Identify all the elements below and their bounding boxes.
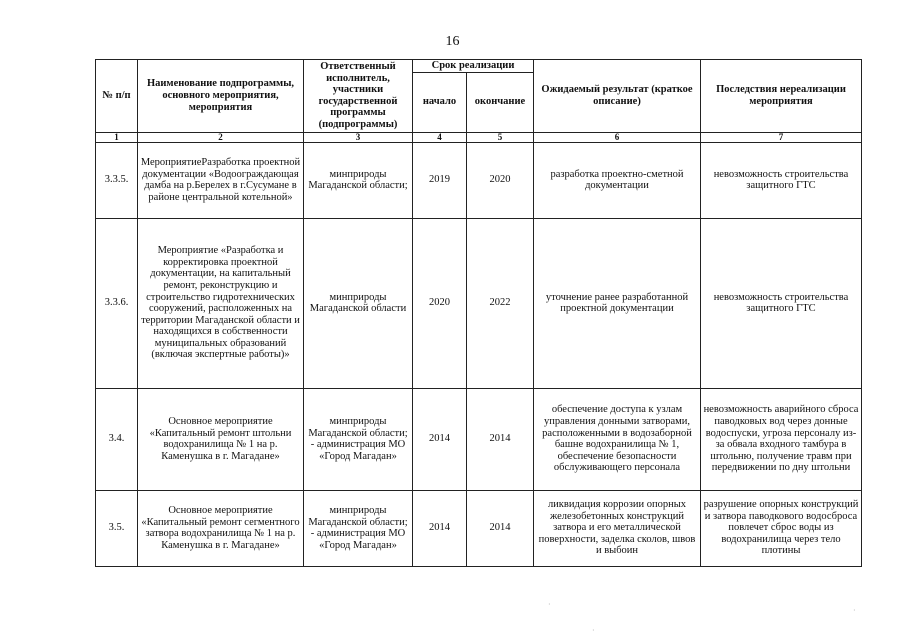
row-end: 2020	[467, 142, 534, 218]
row-end: 2014	[467, 490, 534, 566]
header-responsible: Ответственный исполнитель, участники государственной программы (подпрограммы)	[304, 60, 413, 133]
row-consequences: невозможность аварийного сброса паводковых вод через донные водоспуски, угроза персоналу из-за обвала входного тамбура в штольню, получение травм при передвижении по дну штольни	[701, 388, 862, 490]
column-number: 1	[96, 132, 138, 142]
table-row	[96, 142, 862, 218]
row-consequences: разрушение опорных конструкций и затвора паводкового водосброса повлечет сброс воды из водохранилища через тело плотины	[701, 490, 862, 566]
row-responsible: минприроды Магаданской области	[304, 218, 413, 388]
row-num: 3.3.6.	[96, 218, 138, 388]
scan-dot: ·	[592, 626, 595, 635]
row-start: 2014	[413, 490, 467, 566]
column-number: 2	[138, 132, 304, 142]
column-number: 6	[534, 132, 701, 142]
header-end: окончание	[467, 72, 534, 132]
row-consequences: невозможность строительства защитного ГТС	[701, 218, 862, 388]
scan-dot: ·	[853, 606, 856, 615]
header-result: Ожидаемый результат (краткое описание)	[534, 60, 701, 133]
column-number: 7	[701, 132, 862, 142]
column-number: 5	[467, 132, 534, 142]
row-result: уточнение ранее разработанной проектной документации	[534, 218, 701, 388]
row-start: 2020	[413, 218, 467, 388]
column-number: 3	[304, 132, 413, 142]
scan-dot: ·	[548, 600, 551, 609]
header-num: № п/п	[96, 60, 138, 133]
table-row	[96, 490, 862, 566]
row-name: Основное мероприятие «Капитальный ремонт сегментного затвора водохранилища № 1 на р. Каменушка в г. Магадане»	[138, 490, 304, 566]
row-start: 2019	[413, 142, 467, 218]
row-start: 2014	[413, 388, 467, 490]
row-name: Основное мероприятие «Капитальный ремонт штольни водохранилища № 1 на р. Каменушка в г. Магадане»	[138, 388, 304, 490]
row-responsible: минприроды Магаданской области;	[304, 142, 413, 218]
table-row	[96, 388, 862, 490]
row-result: ликвидация коррозии опорных железобетонных конструкций затвора и его металлической поверхности, заделка сколов, швов и выбоин	[534, 490, 701, 566]
header-period: Срок реализации	[413, 60, 534, 73]
row-num: 3.5.	[96, 490, 138, 566]
header-name: Наименование подпрограммы, основного мероприятия, мероприятия	[138, 60, 304, 133]
row-name: МероприятиеРазработка проектной документации «Водоограждающая дамба на р.Берелех в г.Сусумане в районе центральной котельной»	[138, 142, 304, 218]
row-responsible: минприроды Магаданской области; - администрация МО «Город Магадан»	[304, 490, 413, 566]
row-result: разработка проектно-сметной документации	[534, 142, 701, 218]
row-name: Мероприятие «Разработка и корректировка проектной документации, на капитальный ремонт, реконструкцию и строительство гидротехнических сооружений, расположенных на территории Магаданской области и находящихся в собственности муниципальных образований (включая экспертные работы)»	[138, 218, 304, 388]
page-number: 16	[445, 34, 460, 49]
row-end: 2014	[467, 388, 534, 490]
column-number-row	[96, 132, 862, 142]
row-responsible: минприроды Магаданской области; - администрация МО «Город Магадан»	[304, 388, 413, 490]
row-num: 3.4.	[96, 388, 138, 490]
header-start: начало	[413, 72, 467, 132]
column-number: 4	[413, 132, 467, 142]
header-row	[96, 60, 862, 73]
row-consequences: невозможность строительства защитного ГТС	[701, 142, 862, 218]
program-table	[95, 59, 862, 567]
row-num: 3.3.5.	[96, 142, 138, 218]
header-consequences: Последствия нереализации мероприятия	[701, 60, 862, 133]
row-result: обеспечение доступа к узлам управления донными затворами, расположенными в водозаборной башне водохранилища № 1, обеспечение безопасности обслуживающего персонала	[534, 388, 701, 490]
table-row	[96, 218, 862, 388]
row-end: 2022	[467, 218, 534, 388]
